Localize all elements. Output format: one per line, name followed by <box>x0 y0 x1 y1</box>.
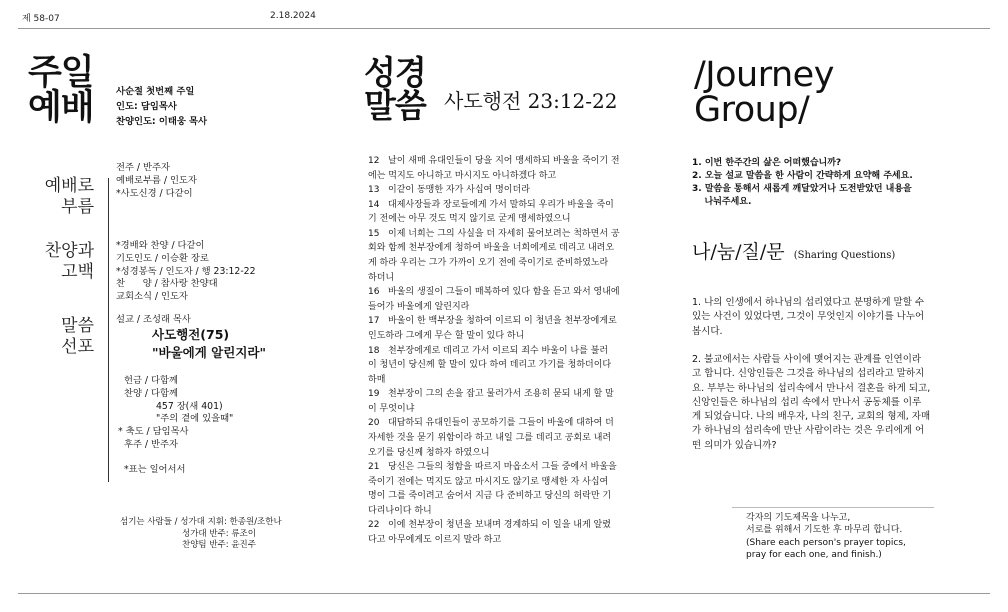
hymn-number: 457 장(새 401) <box>156 400 223 412</box>
scripture-line: 13 이같이 동맹한 자가 사십여 명이더라 <box>368 185 530 196</box>
section-title-call-line2: 부름 <box>61 197 94 218</box>
prayer-rule <box>732 507 934 508</box>
scripture-text <box>368 154 658 548</box>
journey-question: 나눠주세요. <box>692 197 752 208</box>
bottom-rule <box>18 593 990 594</box>
scripture-line: 오기를 당신께 청하자 하였으니 <box>368 447 490 458</box>
scripture-line: 다리나이다 하니 <box>368 505 432 516</box>
sharing-line: 2. 불교에서는 사람들 사이에 맺어지는 관계를 인연이라 <box>692 354 922 365</box>
prayer-line: (Share each person's prayer topics, <box>746 537 906 548</box>
order-item: 찬양 / 다함께 <box>124 387 178 399</box>
after-sermon-items <box>118 375 234 452</box>
sharing-line: 고 합니다. 신앙인들은 그것을 하나님의 섭리라고 말하지 <box>692 368 925 380</box>
journey-question: 3. 말씀을 통해서 새롭게 깨달았거나 도전받았던 내용을 <box>692 184 912 195</box>
scripture-reference: 사도행전 23:12-22 <box>444 89 618 113</box>
scripture-line: 12 날이 새매 유대인들이 당을 지어 맹세하되 바울을 죽이기 전 <box>368 156 620 166</box>
scripture-line: 이 청년이 당신께 할 말이 있다 하여 데리고 가기를 청하더이다 <box>368 360 612 371</box>
sharing-subtitle: (Sharing Questions) <box>793 250 896 261</box>
section-word-items <box>116 314 191 327</box>
sharing-question-2 <box>692 353 930 453</box>
worship-leader: 인도: 담임목사 <box>116 101 177 112</box>
sharing-line: 있는 사건이 있었다면, 그것이 무엇인지 이야기를 나누어 <box>692 311 925 323</box>
scripture-line: 14 대제사장들과 장로들에게 가서 말하되 우리가 바울을 죽이 <box>368 199 614 210</box>
scripture-line: 게 하라 우리는 그가 가까이 오기 전에 죽이기로 준비하였노라 <box>368 258 609 269</box>
order-item: *사도신경 / 다같이 <box>116 187 193 199</box>
scripture-line: 18 천부장에게로 데리고 가서 이르되 죄수 바울이 나를 불러 <box>368 345 609 356</box>
worship-subtitle: 사순절 첫번째 주일 <box>116 86 195 97</box>
prayer-line: pray for each one, and finish.) <box>746 550 882 561</box>
scripture-line: 19 천부장이 그의 손을 잡고 물러가서 조용히 묻되 내게 할 말 <box>368 389 614 400</box>
journey-title-line1: /Journey <box>694 55 834 95</box>
section-title-call-line1: 예배로 <box>44 176 94 196</box>
scripture-line: 들어가 바울에게 알린지라 <box>368 301 470 312</box>
sharing-title: 나/눔/질/문 <box>692 241 785 263</box>
journey-question: 1. 이번 한주간의 삶은 어떠했습니까? <box>692 158 842 168</box>
scripture-line: 하더니 <box>368 272 395 283</box>
order-item: 교회소식 / 인도자 <box>116 291 188 303</box>
prayer-line: 각자의 기도제목을 나누고, <box>746 513 851 523</box>
sermon-title: 사도행전(75) <box>152 327 230 342</box>
order-item: *경배와 찬양 / 다같이 <box>116 240 205 251</box>
order-item: 전주 / 반주자 <box>116 162 170 173</box>
scripture-line: 21 당신은 그들의 청함을 따르지 마옵소서 그들 중에서 바울을 <box>368 462 617 473</box>
scripture-line: 15 이제 너희는 그의 사실을 더 자세히 물어보려는 척하면서 공 <box>368 228 620 239</box>
worship-title-line2: 예배 <box>28 88 94 128</box>
section-title-word <box>30 316 94 359</box>
worship-title <box>28 53 94 128</box>
order-divider <box>108 178 109 482</box>
sharing-line: 가 하나님의 섭리속에 만난 사람이라는 것은 우리에게 어 <box>692 425 925 437</box>
servers-line: 찬양팀 반주: 윤진주 <box>182 540 256 551</box>
scripture-line: 자세한 것을 묻기 위함이라 하고 내일 그를 데리고 공회로 내려 <box>368 432 612 443</box>
prayer-block <box>746 512 906 562</box>
section-title-praise <box>26 241 94 284</box>
worship-title-line1: 주일 <box>28 53 94 93</box>
scripture-line: 22 이에 천부장이 청년을 보내며 경계하되 이 일을 내게 알렸 <box>368 520 611 531</box>
scripture-line: 16 바울의 생질이 그들이 매복하여 있다 함을 듣고 와서 영내에 <box>368 287 620 298</box>
sharing-line: 신앙인들은 하나님의 섭리 속에서 만나서 공동체를 이루 <box>692 396 922 408</box>
order-item: 예배로부름 / 인도자 <box>116 174 197 186</box>
order-item: * 축도 / 담임목사 <box>118 426 189 438</box>
issue-date: 2.18.2024 <box>270 11 316 21</box>
sharing-line: 게 되었습니다. 나의 배우자, 나의 친구, 교회의 형제, 자매 <box>692 411 931 422</box>
section-praise-items <box>116 240 256 304</box>
section-call-items <box>116 162 197 200</box>
section-title-word-line1: 말씀 <box>61 316 94 336</box>
section-title-praise-line1: 찬양과 <box>44 241 94 261</box>
order-item: *성경봉독 / 인도자 / 행 23:12-22 <box>116 265 256 277</box>
servers-block <box>120 517 282 552</box>
sharing-header <box>692 237 895 264</box>
scripture-line: 에는 먹지도 아니하고 마시지도 아니하겠다 하고 <box>368 170 557 181</box>
journey-title <box>694 55 834 130</box>
journey-questions <box>692 157 913 209</box>
issue-number: 제 58-07 <box>22 14 60 24</box>
scripture-line: 인도하라 그에게 무슨 할 말이 있다 하니 <box>368 330 525 341</box>
scripture-line: 명이 그를 죽이려고 숨어서 지금 다 준비하고 당신의 허락만 기 <box>368 491 612 502</box>
section-title-word-line2: 선포 <box>61 337 94 358</box>
scripture-line: 20 대답하되 유대인들이 공모하기를 그들이 바울에 대하여 더 <box>368 418 614 429</box>
scripture-line: 회와 함께 천부장에게 청하여 바울을 너희에게로 데리고 내려오 <box>368 243 615 254</box>
sermon-title-block <box>152 326 266 362</box>
servers-line: 섬기는 사람들 / 성가대 지휘: 한종원/조한나 <box>120 517 282 527</box>
scripture-line: 하매 <box>368 374 386 385</box>
sharing-line: 봅시다. <box>692 325 723 337</box>
scripture-title-line1: 성경 <box>364 53 426 92</box>
order-item: 기도인도 / 이승환 장로 <box>116 252 209 264</box>
scripture-line: 17 바울이 한 백부장을 청하여 이르되 이 청년을 천부장에게로 <box>368 316 617 327</box>
section-title-call <box>30 176 94 219</box>
sermon-subtitle: "바울에게 알린지라" <box>152 345 266 361</box>
scripture-line: 이 무엇이냐 <box>368 403 415 414</box>
order-item: 헌금 / 다함께 <box>124 375 178 386</box>
praise-leader: 찬양인도: 이태웅 목사 <box>116 116 208 127</box>
standing-note: *표는 일어서서 <box>124 464 186 475</box>
sharing-line: 1. 나의 인생에서 하나님의 섭리였다고 분명하게 말할 수 <box>692 297 925 308</box>
servers-line: 성가대 반주: 류조이 <box>182 528 256 539</box>
order-item: 설교 / 조성래 목사 <box>116 314 191 325</box>
order-item: 후주 / 반주자 <box>124 439 178 451</box>
hymn-title: "주의 곁에 있을때" <box>156 413 234 425</box>
top-rule <box>18 28 990 29</box>
scripture-line: 다고 아무에게도 이르지 말라 하고 <box>368 535 502 546</box>
journey-question: 2. 오늘 설교 말씀을 한 사람이 간략하게 요약해 주세요. <box>692 171 913 182</box>
sharing-line: 떤 의미가 있습니까? <box>692 439 777 451</box>
scripture-title-line2: 말씀 <box>364 86 426 125</box>
section-title-praise-line2: 고백 <box>61 262 94 283</box>
sharing-question-1 <box>692 296 924 339</box>
scripture-line: 기 전에는 아무 것도 먹지 않기로 굳게 맹세하였으니 <box>368 214 571 225</box>
order-item: 찬 양 / 참사랑 찬양대 <box>116 278 218 290</box>
scripture-line: 죽이기 전에는 먹지도 않고 마시지도 않기로 맹세한 자 사십여 <box>368 476 609 487</box>
journey-title-line2: Group/ <box>694 90 810 130</box>
scripture-title <box>364 53 426 125</box>
prayer-line: 서로를 위해서 기도한 후 마무리 합니다. <box>746 525 903 536</box>
sharing-line: 요. 부부는 하나님의 섭리속에서 만나서 결혼을 하게 되고, <box>692 382 931 394</box>
